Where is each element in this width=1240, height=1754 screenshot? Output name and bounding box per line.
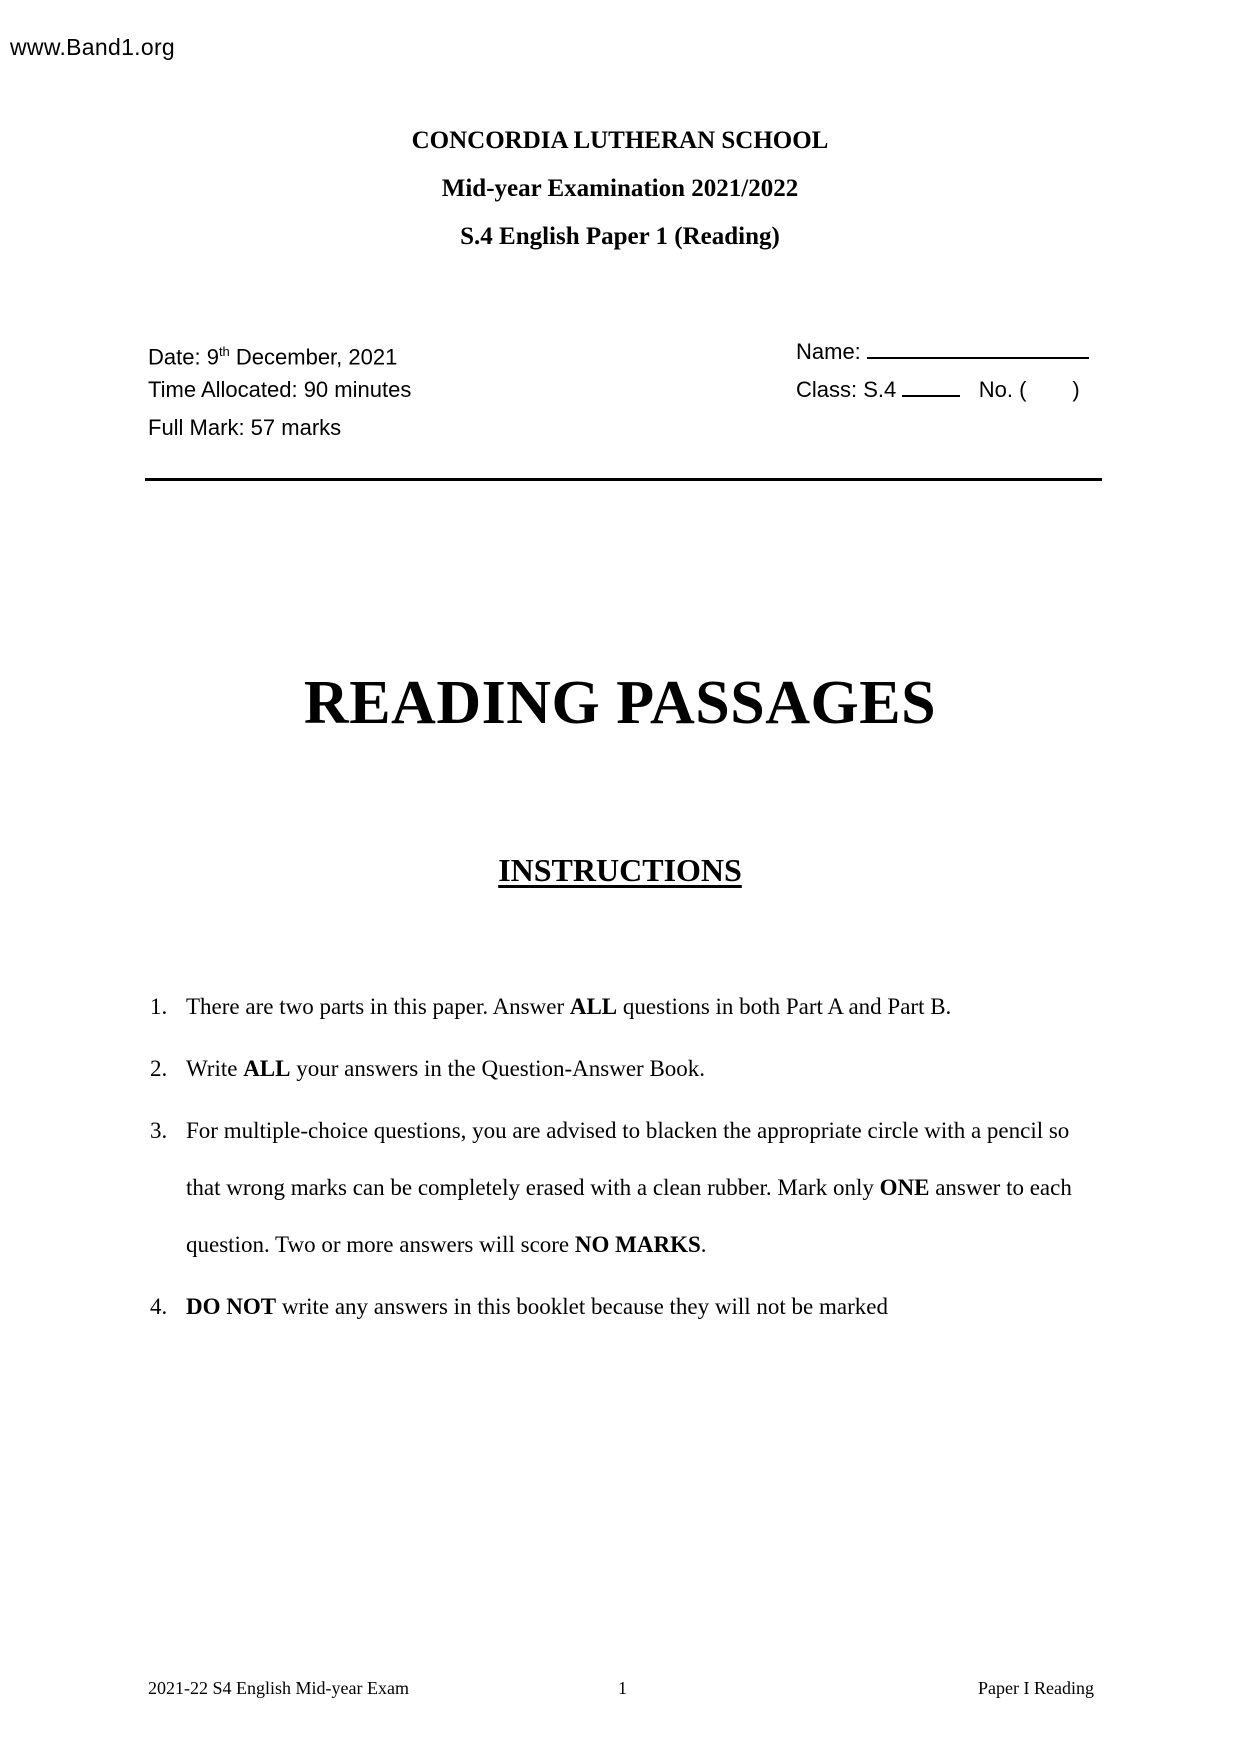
date-line: Date: 9th December, 2021 xyxy=(148,344,398,370)
name-blank[interactable] xyxy=(867,337,1089,359)
student-details xyxy=(796,337,1089,413)
instruction-item: 4. DO NOT write any answers in this booklet because they will not be marked xyxy=(150,1294,888,1319)
page-number: 1 xyxy=(618,1678,627,1698)
exam-title: Mid-year Examination 2021/2022 xyxy=(441,175,799,202)
instruction-item: 1. There are two parts in this paper. Answer ALL questions in both Part A and Part B. xyxy=(150,994,952,1019)
site-watermark: www.Band1.org xyxy=(10,34,175,60)
footer-paper-name: Paper I Reading xyxy=(978,1678,1094,1698)
time-allocated: Time Allocated: 90 minutes xyxy=(148,377,412,402)
paper-title: S.4 English Paper 1 (Reading) xyxy=(460,223,780,250)
instructions-heading: INSTRUCTIONS xyxy=(498,852,742,888)
instructions-list xyxy=(150,978,1090,1340)
class-blank[interactable] xyxy=(902,375,960,397)
header-divider xyxy=(145,478,1102,481)
exam-header xyxy=(0,126,1240,270)
instruction-item: 2. Write ALL your answers in the Question-Answer Book. xyxy=(150,1056,706,1081)
footer-exam-name: 2021-22 S4 English Mid-year Exam xyxy=(148,1678,409,1698)
exam-details xyxy=(148,337,411,451)
class-line: Class: S.4 No. ( ) xyxy=(796,377,1080,402)
instruction-item: 3. For multiple-choice questions, you are advised to blacken the appropriate circle with a pencil so that wrong marks can be completely erased with a clean rubber. Mark only ONE answer to each question. Two or more answers will score NO MARKS. xyxy=(150,1118,1072,1257)
page-title: READING PASSAGES xyxy=(303,669,937,737)
name-line: Name: xyxy=(796,337,1089,375)
school-name: CONCORDIA LUTHERAN SCHOOL xyxy=(411,127,829,154)
full-mark: Full Mark: 57 marks xyxy=(148,415,342,440)
